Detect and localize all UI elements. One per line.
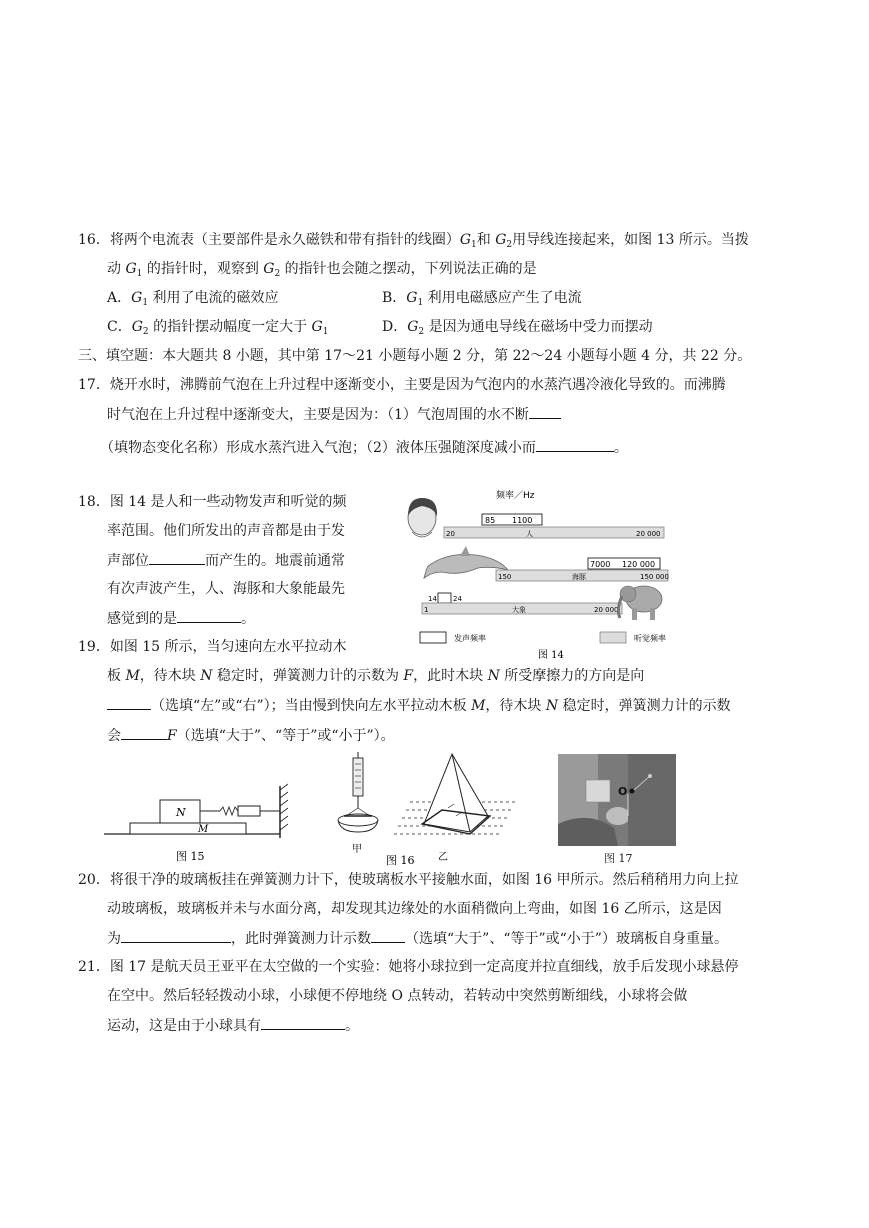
dolphin-speak-low: 7000	[590, 560, 611, 569]
legend-speak-label: 发声频率	[454, 634, 486, 643]
fig16-left-label: 甲	[352, 844, 362, 855]
q21-line-3: 运动，这是由于小球具有 。	[107, 1015, 359, 1036]
q18-line-4: 有次声波产生，人、海豚和大象能最先	[107, 581, 345, 597]
block-n-label: N	[176, 806, 186, 819]
figure-17-photo	[558, 754, 676, 846]
q19-blank-1[interactable]	[107, 695, 151, 710]
q20-line-2: 动玻璃板，玻璃板并未与水面分离，却发现其边缘处的水面稍微向上弯曲，如图 16 乙所示，这是因	[107, 901, 722, 917]
q18-line-5: 感觉到的是 。	[107, 608, 255, 629]
ball-point	[630, 789, 635, 794]
pyramid-plate-icon	[394, 754, 518, 834]
dolphin-hear-low: 150	[498, 573, 512, 581]
legend-hear-swatch	[600, 632, 626, 643]
q19-line-4: 会 F（选填“大于”、“等于”或“小于”）。	[107, 725, 395, 746]
q16-option-c: C．$G_2$ 的指针摆动幅度一定大于 $G_1$	[107, 319, 329, 337]
human-name: 人	[526, 530, 533, 538]
spring-scale-icon	[338, 752, 378, 832]
board-m-label: M	[198, 824, 209, 835]
q21-blank-1[interactable]	[261, 1015, 345, 1030]
q19-line-1: 19．如图 15 所示，当匀速向左水平拉动木	[78, 639, 347, 655]
human-hear-high: 20 000	[636, 530, 661, 538]
elephant-hear-low: 1	[424, 606, 429, 614]
human-hear-bar	[444, 527, 664, 538]
q16-option-d: D．$G_2$ 是因为通电导线在磁场中受力而摆动	[382, 319, 653, 337]
q20-line-3: 为 ，此时弹簧测力计示数 （选填“大于”、“等于”或“小于”）玻璃板自身重量。	[107, 928, 728, 949]
elephant-name: 大象	[512, 606, 526, 614]
q18-blank-2[interactable]	[177, 608, 241, 623]
q20-line-1: 20．将很干净的玻璃板挂在弹簧测力计下，使玻璃板水平接触水面，如图 16 甲所示。然后稍稍用力向上拉	[78, 872, 739, 888]
q16-option-b: B．$G_1$ 利用电磁感应产生了电流	[382, 290, 582, 308]
q17-line-2: 时气泡在上升过程中逐渐变大，主要是因为：（1）气泡周围的水不断	[107, 404, 561, 425]
q21-line-1: 21．图 17 是航天员王亚平在太空做的一个实验：她将小球拉到一定高度并拉直细线，放手后发现小球悬停	[78, 959, 739, 975]
dolphin-icon	[424, 546, 508, 578]
spring	[220, 807, 238, 815]
q20-blank-2[interactable]	[371, 928, 405, 943]
fig17-caption: 图 17	[604, 852, 633, 865]
fig16-right-label: 乙	[438, 852, 448, 863]
dolphin-speak-high: 120 000	[622, 560, 656, 569]
q19-line-2: 板 M，待木块 N 稳定时，弹簧测力计的示数为 F，此时木块 N 所受摩擦力的方向是向	[107, 668, 645, 684]
q19-blank-2[interactable]	[121, 725, 167, 740]
fig16-caption: 图 16	[386, 854, 415, 867]
figure-14	[400, 486, 680, 666]
human-speak-high: 1100	[512, 516, 533, 525]
dolphin-hear-high: 150 000	[640, 573, 669, 581]
board-m	[130, 823, 246, 834]
figure-15	[100, 760, 300, 865]
q16-option-a: A．$G_1$ 利用了电流的磁效应	[107, 290, 279, 308]
figure-16	[330, 750, 530, 868]
q17-blank-1[interactable]	[529, 404, 561, 419]
q16-line-1: 16．将两个电流表（主要部件是永久磁铁和带有指针的线圈）$G_1$和 $G_2$用导线连接起来，如图 13 所示。当拨	[78, 232, 749, 250]
fig14-axis-title: 频率／Hz	[496, 491, 535, 501]
section-heading: 三、填空题：本大题共 8 小题，其中第 17～21 小题每小题 2 分，第 22～24 小题每小题 4 分，共 22 分。	[78, 348, 752, 364]
q20-blank-1[interactable]	[121, 928, 231, 943]
q16-line-2: 动 $G_1$ 的指针时，观察到 $G_2$ 的指针也会随之摆动，下列说法正确的是	[107, 261, 537, 279]
elephant-speak-bar	[438, 593, 451, 603]
q21-line-2: 在空中。然后轻轻拨动小球，小球便不停地绕 O 点转动，若转动中突然剪断细线，小球将会做	[107, 988, 688, 1004]
human-speak-low: 85	[485, 516, 496, 525]
spring-scale-body	[238, 806, 260, 816]
q19-line-3: （选填“左”或“右”）；当由慢到快向左水平拉动木板 M，待木块 N 稳定时，弹簧测力计的示数	[107, 695, 731, 716]
q18-line-2: 率范围。他们所发出的声音都是由于发	[107, 523, 345, 539]
human-icon	[408, 498, 437, 537]
fig14-caption: 图 14	[538, 650, 564, 661]
q17-line-3: （填物态变化名称）形成水蒸汽进入气泡；（2）液体压强随深度减小而 。	[100, 437, 628, 458]
elephant-icon	[618, 586, 662, 620]
dolphin-name: 海豚	[572, 573, 586, 581]
legend-speak-swatch	[420, 632, 446, 643]
elephant-hear-high: 20 000	[594, 606, 619, 614]
q18-line-3: 声部位 而产生的。地震前通常	[107, 550, 345, 571]
human-hear-low: 20	[446, 530, 455, 538]
q18-line-1: 18．图 14 是人和一些动物发声和听觉的频	[78, 494, 347, 510]
legend-hear-label: 听觉频率	[634, 634, 666, 643]
q18-blank-1[interactable]	[149, 550, 205, 565]
q17-blank-2[interactable]	[536, 437, 614, 452]
fig17-point-label: O	[618, 785, 628, 798]
elephant-speak-high: 24	[453, 595, 462, 603]
fig15-caption: 图 15	[176, 850, 205, 863]
q17-line-1: 17．烧开水时，沸腾前气泡在上升过程中逐渐变小，主要是因为气泡内的水蒸汽遇冷液化导致的。而沸腾	[78, 377, 726, 393]
elephant-speak-low: 14	[428, 595, 437, 603]
